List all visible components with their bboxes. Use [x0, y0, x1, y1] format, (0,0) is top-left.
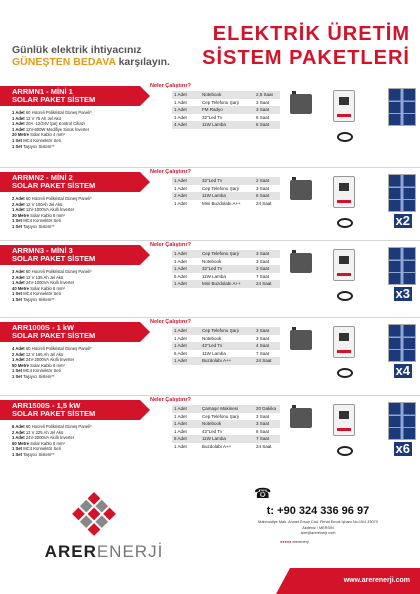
- cable-icon: [337, 291, 353, 301]
- cell-qty: 1 Adet: [174, 413, 187, 419]
- spec-qty: 2 Adet: [12, 429, 25, 435]
- spec-qty: 1 Set: [12, 291, 23, 297]
- solar-panel-icon: [388, 324, 416, 362]
- package-section: [0, 319, 420, 398]
- social-handle: arerenerji: [292, 540, 309, 544]
- inverter-icon: [333, 326, 355, 358]
- cell-duration: 6 Saat: [254, 192, 280, 200]
- cell-qty: 2 Adet: [172, 192, 200, 200]
- spec-line: [12, 374, 147, 380]
- battery-icon: [290, 330, 312, 350]
- section-divider: [0, 395, 420, 396]
- spec-text: Taşıyıcı Sistem**: [23, 223, 55, 229]
- phone-icon: ☎: [254, 485, 272, 501]
- cable-icon: [337, 132, 353, 142]
- spec-qty: 1 Adet: [12, 110, 25, 115]
- table-row: [172, 413, 280, 421]
- package-code: ARR1000S - 1 kW: [12, 323, 75, 332]
- social-icons[interactable]: ●●●●●: [280, 540, 292, 544]
- usage-question: Neler Çalıştırır?: [150, 397, 191, 403]
- table-row: [172, 177, 280, 185]
- spec-text: Taşıyıcı Sistem**: [23, 143, 55, 149]
- spec-text: Taşıyıcı Sistem**: [23, 373, 55, 379]
- product-images: [285, 172, 420, 242]
- spec-text: 24V-2000VA Akıllı İnverter: [25, 435, 75, 441]
- package-band: [0, 172, 140, 192]
- cell-device: 11W Lamba: [200, 121, 254, 129]
- tagline-highlight: GÜNEŞTEN BEDAVA: [12, 56, 116, 68]
- cell-duration: 2,5 Saat: [254, 91, 280, 99]
- spec-text: 12 V 100Ah Jel Akü: [25, 201, 63, 207]
- spec-text: 60 Hücreli Polikristal Güneş Paneli*: [25, 110, 92, 115]
- package-section: [0, 242, 420, 321]
- cell-device: Çamaşır Makinesi: [200, 405, 254, 413]
- cell-duration: 7 Saat: [256, 350, 270, 356]
- cell-duration: 3 Saat: [254, 327, 280, 335]
- usage-table: [172, 405, 280, 451]
- table-row: [172, 435, 280, 443]
- solar-panel-icon: [388, 402, 416, 440]
- cell-duration: 24 Saat: [256, 443, 272, 449]
- spec-text: 12 V 225 Ah Jel Akü: [25, 429, 64, 435]
- spec-qty: 2 Adet: [12, 201, 25, 207]
- cable-icon: [337, 446, 353, 456]
- cell-duration: 6 Saat: [254, 121, 280, 129]
- table-row: [172, 428, 280, 436]
- package-name: SOLAR PAKET SİSTEM: [12, 409, 96, 418]
- table-row: [172, 91, 280, 99]
- package-name: SOLAR PAKET SİSTEM: [12, 254, 96, 263]
- spec-text: Taşıyıcı Sistem**: [23, 451, 55, 457]
- solar-grid-logo-icon: [64, 488, 124, 540]
- cell-duration: 3 Saat: [256, 99, 270, 105]
- product-images: [285, 400, 420, 470]
- package-section: [0, 397, 420, 476]
- spec-qty: 1 Set: [12, 143, 23, 149]
- table-row: [172, 405, 280, 413]
- battery-icon: [290, 253, 312, 273]
- cell-duration: 6 Saat: [256, 114, 270, 120]
- solar-panel-icon: [388, 174, 416, 212]
- usage-table: [172, 327, 280, 365]
- tagline-end: karşılayın.: [118, 56, 170, 68]
- cell-qty: 1 Adet: [172, 405, 200, 413]
- spec-text: Solar Kablo 4 mm²: [30, 132, 65, 138]
- spec-qty: 1 Adet: [12, 357, 25, 363]
- usage-table: [172, 91, 280, 129]
- cell-device: 11W Lamba: [202, 273, 226, 279]
- cell-qty: 8 Adet: [172, 435, 200, 443]
- title-line2: SİSTEM PAKETLERİ: [202, 47, 410, 69]
- cell-duration: 3 Saat: [254, 250, 280, 258]
- package-specs: [12, 110, 147, 149]
- spec-qty: 1 Adet: [12, 435, 25, 441]
- spec-text: 12 V 135 Ah Jel Akü: [25, 274, 64, 280]
- cell-duration: 20 Dakika: [254, 405, 280, 413]
- cell-qty: 1 Adet: [172, 280, 200, 288]
- spec-text: Solar Kablo 6 mm²: [30, 362, 65, 368]
- table-row: [172, 185, 280, 193]
- logo-wordmark: [14, 542, 194, 562]
- inverter-icon: [333, 404, 355, 436]
- section-divider: [0, 240, 420, 241]
- cell-duration: 2 Saat: [254, 177, 280, 185]
- cell-device: Buzdolabı A++: [202, 443, 232, 449]
- spec-qty: 1 Adet: [12, 121, 25, 127]
- page-title: [202, 22, 410, 70]
- cell-duration: 3 Saat: [254, 106, 280, 114]
- cell-device: Cep Telefonu Şarjı: [202, 413, 239, 419]
- spec-text: 12 V 75 Ah Jel Akü: [25, 115, 61, 121]
- spec-text: 60 Hücreli Polikristal Güneş Paneli*: [25, 346, 92, 351]
- package-section: [0, 169, 420, 248]
- panel-multiplier: x4: [395, 363, 410, 378]
- spec-qty: 1 Adet: [12, 280, 25, 286]
- cell-duration: 24 Saat: [254, 357, 280, 365]
- cell-device: 42"Led Tv: [202, 428, 223, 434]
- battery-icon: [290, 94, 312, 114]
- package-specs: [12, 269, 147, 303]
- usage-table: [172, 177, 280, 207]
- table-row: [172, 342, 280, 350]
- spec-qty: 1 Adet: [12, 115, 25, 121]
- cell-device: Cep Telefonu Şarjı: [200, 327, 254, 335]
- spec-text: MC4 Konnektör Seti: [23, 218, 61, 224]
- spec-line: [12, 452, 147, 458]
- cell-duration: 3 Saat: [256, 335, 270, 341]
- package-code: ARR1500S - 1,5 kW: [12, 401, 81, 410]
- spec-text: 24V-1000VA Akıllı İnverter: [25, 280, 75, 286]
- table-row: [172, 114, 280, 122]
- table-row: [172, 280, 280, 288]
- spec-text: MC4 Konnektör Seti: [23, 446, 61, 452]
- footer-website[interactable]: www.arerenerji.com: [290, 568, 420, 594]
- cell-qty: 1 Adet: [174, 258, 187, 264]
- cell-qty: 1 Adet: [172, 250, 200, 258]
- cell-qty: 1 Adet: [172, 265, 200, 273]
- usage-question: Neler Çalıştırır?: [150, 83, 191, 89]
- table-row: [172, 192, 280, 200]
- section-divider: [0, 167, 420, 168]
- package-specs: [12, 196, 147, 230]
- cell-device: Buzdolabı A++: [200, 357, 254, 365]
- section-divider: [0, 317, 420, 318]
- package-code: ARRMN1 - MİNİ 1: [12, 87, 73, 96]
- package-band: [0, 86, 140, 106]
- spec-text: 12V-1000VA Akıllı İnverter: [25, 207, 75, 213]
- company-logo: [14, 488, 194, 568]
- usage-question: Neler Çalıştırır?: [150, 242, 191, 248]
- table-row: [172, 99, 280, 107]
- spec-qty: 1 Set: [12, 137, 23, 143]
- table-row: [172, 327, 280, 335]
- cell-qty: 6 Adet: [174, 350, 187, 356]
- spec-qty: 1 Set: [12, 223, 23, 229]
- cable-icon: [337, 368, 353, 378]
- package-band: [0, 322, 140, 342]
- cell-qty: 1 Adet: [172, 106, 200, 114]
- cell-device: Notebook: [200, 91, 254, 99]
- cell-qty: 1 Adet: [174, 114, 187, 120]
- spec-qty: 1 Adet: [12, 126, 25, 132]
- battery-icon: [290, 408, 312, 428]
- title-line1: ELEKTRİK ÜRETİM: [212, 23, 410, 45]
- spec-line: [12, 297, 147, 303]
- package-band: [0, 245, 140, 265]
- cell-duration: 3 Saat: [256, 258, 270, 264]
- spec-qty: 6 Adet: [12, 424, 25, 429]
- cell-duration: 7 Saat: [254, 435, 280, 443]
- table-row: [172, 121, 280, 129]
- cell-qty: 1 Adet: [172, 357, 200, 365]
- cell-duration: 24 Saat: [256, 200, 272, 206]
- table-row: [172, 335, 280, 343]
- spec-text: Solar Kablo 6 mm²: [30, 212, 65, 218]
- table-row: [172, 357, 280, 365]
- phone-number[interactable]: t: +90 324 336 96 97: [266, 505, 370, 517]
- spec-text: 60 Hücreli Polikristal Güneş Paneli*: [25, 196, 92, 201]
- product-images: [285, 86, 420, 156]
- spec-qty: 1 Set: [12, 446, 23, 452]
- cell-device: Mini Buzdolabı A++: [202, 200, 241, 206]
- cell-qty: 1 Adet: [172, 91, 200, 99]
- panel-multiplier: x3: [395, 286, 410, 301]
- cell-qty: 1 Adet: [172, 327, 200, 335]
- cell-qty: 1 Adet: [172, 177, 200, 185]
- header: [0, 0, 420, 80]
- solar-panel-icon: [388, 88, 416, 126]
- cell-device: Notebook: [202, 258, 222, 264]
- spec-text: 60 Hücreli Polikristal Güneş Paneli*: [25, 424, 92, 429]
- spec-text: Solar Kablo 6 mm²: [30, 440, 65, 446]
- spec-qty: 1 Set: [12, 218, 23, 224]
- address-block: [218, 520, 418, 537]
- cell-qty: 1 Adet: [174, 428, 187, 434]
- solar-panel-icon: [388, 247, 416, 285]
- cell-device: 32"Led Tv: [200, 265, 254, 273]
- spec-qty: 1 Set: [12, 373, 23, 379]
- cable-icon: [337, 218, 353, 228]
- cell-device: 42"Led Tv: [200, 342, 254, 350]
- spec-qty: 3 Adet: [12, 269, 25, 274]
- cell-duration: 3 Saat: [256, 185, 270, 191]
- package-name: SOLAR PAKET SİSTEM: [12, 95, 96, 104]
- city-line: Akdeniz / MERSİN: [302, 525, 334, 530]
- spec-qty: 1 Set: [12, 451, 23, 457]
- cell-duration: 7 Saat: [256, 273, 270, 279]
- table-row: [172, 273, 280, 281]
- inverter-icon: [333, 90, 355, 122]
- package-specs: [12, 424, 147, 458]
- cell-qty: 1 Adet: [174, 185, 187, 191]
- cell-device: Notebook: [200, 420, 254, 428]
- cell-device: Mini Buzdolabı A++: [200, 280, 254, 288]
- spec-line: [12, 224, 147, 230]
- inverter-icon: [333, 249, 355, 281]
- spec-qty: 50 Metre: [12, 362, 29, 368]
- package-code: ARRMN2 - MİNİ 2: [12, 173, 73, 182]
- cell-device: 11W Lamba: [202, 350, 226, 356]
- spec-text: MC4 Konnektör Seti: [23, 137, 61, 143]
- battery-icon: [290, 180, 312, 200]
- address-line: Mahmudiye Mah. Ahmet Ersoy Cad. Firnat Emos İşhanı No:15/4 33070: [258, 520, 378, 524]
- product-images: [285, 322, 420, 392]
- cell-qty: 1 Adet: [172, 342, 200, 350]
- package-section: [0, 83, 420, 162]
- usage-question: Neler Çalıştırır?: [150, 319, 191, 325]
- spec-text: MC4 Konnektör Seti: [23, 291, 61, 297]
- cell-duration: 3 Saat: [254, 420, 280, 428]
- cell-device: Cep Telefonu Şarjı: [202, 99, 239, 105]
- spec-text: Taşıyıcı Sistem**: [23, 296, 55, 302]
- cell-device: 11W Lamba: [200, 192, 254, 200]
- panel-multiplier: x6: [395, 441, 410, 456]
- spec-text: 12V-600W Modifiye Sinüs İnverter: [25, 126, 90, 132]
- email-link[interactable]: arer@arerenerji.com: [300, 531, 336, 535]
- logo-word-2: ENERJİ: [96, 542, 164, 561]
- spec-qty: 1 Set: [12, 296, 23, 302]
- spec-qty: 60 Metre: [12, 440, 29, 446]
- table-row: [172, 420, 280, 428]
- cell-qty: 5 Adet: [174, 273, 187, 279]
- tagline: [12, 44, 212, 68]
- package-name: SOLAR PAKET SİSTEM: [12, 181, 96, 190]
- package-name: SOLAR PAKET SİSTEM: [12, 331, 96, 340]
- table-row: [172, 258, 280, 266]
- cell-device: FM Radyo: [200, 106, 254, 114]
- spec-text: 24V-2000VA Akıllı İnverter: [25, 357, 75, 363]
- panel-multiplier: x2: [395, 213, 410, 228]
- cell-device: 32"Led Tv: [202, 114, 223, 120]
- cell-duration: 3 Saat: [256, 413, 270, 419]
- spec-qty: 4 Adet: [12, 346, 25, 351]
- cell-qty: 1 Adet: [172, 420, 200, 428]
- usage-question: Neler Çalıştırır?: [150, 169, 191, 175]
- spec-text: 60 Hücreli Polikristal Güneş Paneli*: [25, 269, 92, 274]
- cell-qty: 1 Adet: [174, 200, 187, 206]
- cell-device: 11W Lamba: [200, 435, 254, 443]
- logo-word-1: ARER: [44, 542, 97, 561]
- table-row: [172, 250, 280, 258]
- usage-table: [172, 250, 280, 288]
- cell-device: 32"Led Tv: [200, 177, 254, 185]
- spec-qty: 30 Metre: [12, 212, 29, 218]
- cell-duration: 24 Saat: [254, 280, 280, 288]
- cell-device: Cep Telefonu Şarjı: [200, 250, 254, 258]
- table-row: [172, 443, 280, 451]
- spec-qty: 2 Adet: [12, 274, 25, 280]
- spec-text: MC4 Konnektör Seti: [23, 368, 61, 374]
- table-row: [172, 106, 280, 114]
- cell-qty: 4 Adet: [172, 121, 200, 129]
- table-row: [172, 350, 280, 358]
- social-row: [280, 540, 309, 544]
- cell-qty: 1 Adet: [174, 99, 187, 105]
- cell-duration: 6 Saat: [256, 428, 270, 434]
- tagline-line1: Günlük elektrik ihtiyacınız: [12, 44, 142, 56]
- spec-text: Solar Kablo 6 mm²: [30, 285, 65, 291]
- spec-qty: 2 Adet: [12, 196, 25, 201]
- package-band: [0, 400, 140, 420]
- spec-qty: 40 Metre: [12, 285, 29, 291]
- spec-text: 20A -12/24V Şarj Kontrol Cihazı: [25, 121, 85, 127]
- spec-text: 12 V 165 Ah Jel Akü: [25, 351, 64, 357]
- table-row: [172, 200, 280, 208]
- package-specs: [12, 346, 147, 380]
- spec-qty: 1 Set: [12, 368, 23, 374]
- spec-qty: 1 Adet: [12, 207, 25, 213]
- cell-qty: 1 Adet: [174, 335, 187, 341]
- cell-duration: 3 Saat: [254, 265, 280, 273]
- cell-qty: 1 Adet: [174, 443, 187, 449]
- cell-device: Notebook: [202, 335, 222, 341]
- package-code: ARRMN3 - MİNİ 3: [12, 246, 73, 255]
- spec-qty: 2 Adet: [12, 351, 25, 357]
- product-images: [285, 245, 420, 315]
- cell-device: Cep Telefonu Şarjı: [202, 185, 239, 191]
- cell-duration: 4 Saat: [254, 342, 280, 350]
- table-row: [172, 265, 280, 273]
- inverter-icon: [333, 176, 355, 208]
- spec-line: [12, 144, 147, 150]
- spec-qty: 20 Metre: [12, 132, 29, 138]
